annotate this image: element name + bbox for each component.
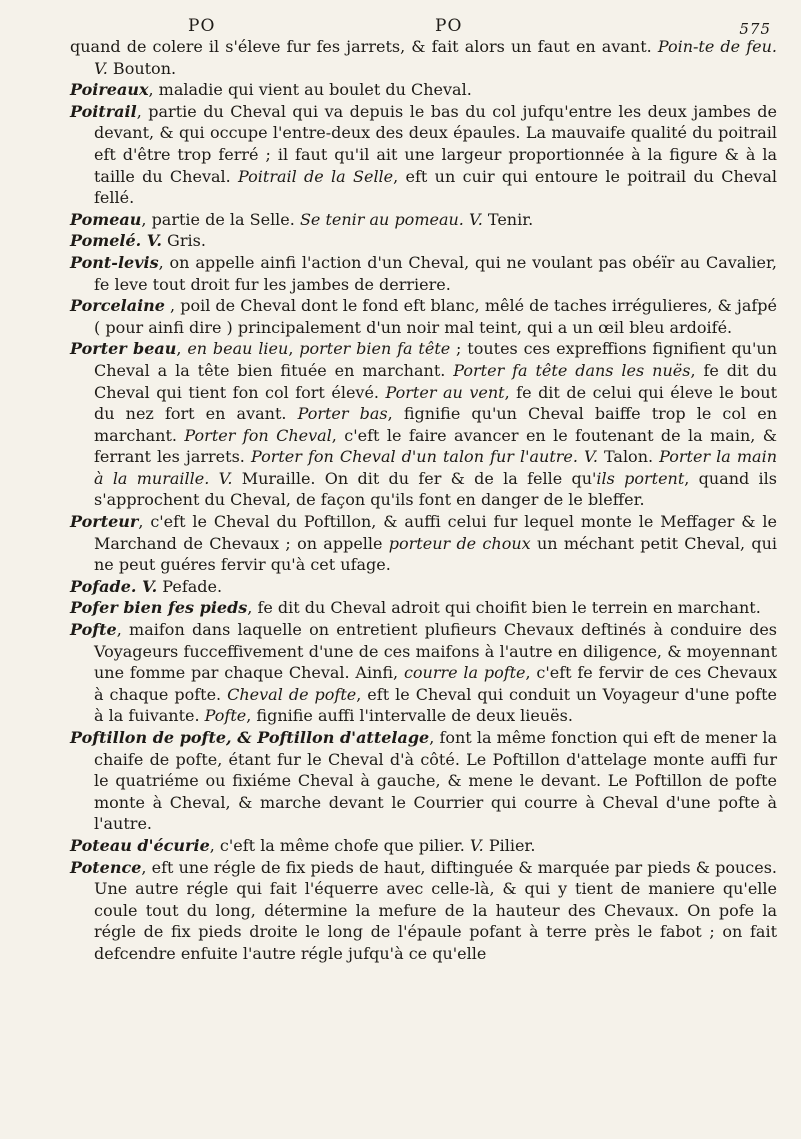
entry-text: , fe dit du Cheval adroit qui choifit bien le terrein en marchant.	[247, 598, 761, 618]
dictionary-entry	[70, 597, 777, 619]
entry-text: Muraille. On dit du fer & de la felle qu'	[232, 468, 597, 488]
entry-text: Pilier.	[483, 835, 536, 855]
entry-text: ,	[176, 339, 188, 359]
entry-text: , on appelle ainfi l'action d'un Cheval, qui ne voulant pas obéïr au Cavalier, fe leve tout droit fur les jambes de derriere.	[94, 252, 777, 294]
entry-headword: Porteur	[70, 512, 139, 532]
entry-headword: Potence	[70, 857, 142, 877]
dictionary-entry	[70, 36, 777, 79]
italic-reference: Porter au vent	[385, 382, 505, 402]
entry-text: Talon.	[597, 447, 660, 467]
italic-reference: Porter fa tête dans les nuës	[453, 360, 691, 380]
header-mid-abbrev: PO	[435, 16, 463, 36]
italic-reference: Pofte	[204, 706, 247, 726]
entry-text: , c'eft le Cheval du Poftillon, & auffi celui fur lequel monte le Meffager & le Marchand de Chevaux ; on appelle	[94, 512, 777, 553]
italic-reference: ils portent	[596, 468, 685, 488]
dictionary-entry	[70, 101, 777, 209]
italic-reference: Porter la main à la muraille. V.	[94, 447, 778, 488]
entry-headword: Pomeau	[70, 209, 142, 229]
entry-headword: Pomelé. V.	[70, 231, 162, 251]
entry-text: , fignifie qu'un Cheval baiffe trop le col en marchant.	[94, 404, 778, 445]
italic-reference: Porter fon Cheval	[184, 425, 332, 445]
dictionary-entry	[70, 727, 777, 835]
entry-text: , font la même fonction qui eft de mener la chaife de pofte, étant fur le Cheval d'à côté. Le Poftillon d'attelage monte auffi fur le quatriéme ou fixiéme Cheval à gauche, & mene le devant. Le Poftillon de pofte monte à Cheval, & marche devant le Courrier qui courre à Cheval d'une pofte à l'autre.	[94, 728, 777, 834]
dictionary-entry	[70, 835, 777, 857]
entry-text: Tenir.	[482, 209, 534, 229]
entry-headword: Poitrail	[70, 101, 137, 121]
entry-headword: Porcelaine	[70, 296, 165, 316]
italic-reference: porteur de choux	[388, 533, 531, 553]
entry-text: un méchant petit Cheval, qui ne peut guéres fervir qu'à cet ufage.	[94, 533, 778, 575]
entry-text: , poil de Cheval dont le fond eft blanc, mêlé de taches irrégulieres, & jafpé ( pour ainfi dire ) principalement d'un noir mal teint, qui a un œil bleu ardoifé.	[94, 296, 778, 337]
entry-text: , c'eft le faire avancer en le foutenant de la main, & ferrant les jarrets.	[94, 425, 778, 467]
dictionary-entry	[70, 857, 777, 965]
entry-headword: Poireaux	[70, 80, 149, 100]
entry-text: , eft une régle de fix pieds de haut, diftinguée & marquée par pieds & pouces. Une autre régle qui fait l'équerre avec celle-là, & qui y tient de maniere qu'elle coule tout du long, détermine la mefure de la hauteur des Chevaux. On pofe la régle de fix pieds droite le long de l'épaule pofant à terre près le fabot ; on fait defcendre enfuite l'autre régle jufqu'à ce qu'elle	[94, 857, 777, 963]
dictionary-entry	[70, 252, 777, 295]
dictionary-entry	[70, 230, 777, 252]
page-number: 575	[739, 20, 771, 38]
entry-text: quand de colere il s'éleve fur fes jarrets, & fait alors un faut en avant.	[70, 37, 658, 56]
entry-text: , eft le Cheval qui conduit un Voyageur d'une pofte à la fuivante.	[94, 684, 777, 726]
entry-headword: Pofer bien fes pieds	[70, 598, 248, 618]
dictionary-entry	[70, 619, 777, 727]
entry-headword: Pont-levis	[70, 252, 159, 272]
dictionary-entry	[70, 209, 777, 231]
entry-text: , eft un cuir qui entoure le poitrail du Cheval fellé.	[94, 166, 777, 208]
italic-reference: en beau lieu	[187, 339, 289, 359]
header-left-abbrev: PO	[188, 16, 216, 36]
entry-text: , partie du Cheval qui va depuis le bas du col jufqu'entre les deux jambes de devant, & qui occupe l'entre-deux des deux épaules. La mauvaife qualité du poitrail eft d'être trop ferré ; il faut qu'il ait une largeur proportionnée à la figure & à la taille du Cheval.	[94, 101, 777, 186]
entry-text: , fe dit de celui qui éleve le bout du nez fort en avant.	[94, 382, 778, 424]
italic-reference: porter bien fa tête	[299, 339, 451, 359]
italic-reference: Porter bas	[297, 404, 388, 424]
entry-headword: Pofte	[70, 620, 117, 640]
entry-headword: Poteau d'écurie	[70, 835, 210, 855]
dictionary-entry	[70, 338, 777, 511]
entry-text: , maifon dans laquelle on entretient plufieurs Chevaux deftinés à conduire des Voyageurs fucceffivement d'une de ces maifons à l'autre en diligence, & moyennant une fomme par chaque Cheval. Ainfi,	[94, 620, 777, 683]
italic-reference: courre la pofte	[403, 663, 526, 683]
italic-reference: Poitrail de la Selle	[238, 166, 394, 186]
dictionary-entry	[70, 511, 777, 576]
entry-text: Pefade.	[157, 576, 223, 596]
entry-text: , quand ils s'approchent du Cheval, de façon qu'ils font en danger de le bleffer.	[94, 468, 777, 510]
italic-reference: Cheval de pofte	[227, 684, 357, 704]
entry-text: , maladie qui vient au boulet du Cheval.	[148, 80, 472, 100]
italic-reference: Se tenir au pomeau. V.	[299, 209, 483, 229]
entry-headword: Poftillon de pofte, & Poftillon d'attelage	[70, 728, 430, 747]
entry-text: , partie de la Selle.	[141, 209, 300, 229]
entry-text: , fe dit du Cheval qui tient fon col fort élevé.	[94, 360, 777, 402]
entry-text: , fignifie auffi l'intervalle de deux lieuës.	[246, 706, 573, 726]
running-header	[70, 14, 777, 36]
entry-text: Gris.	[161, 231, 206, 251]
dictionary-entry	[70, 576, 777, 598]
entry-headword: Pofade. V.	[70, 576, 158, 596]
entry-text: ; toutes ces expreffions fignifient qu'un Cheval a la tête bien fituée en marchant.	[94, 339, 777, 380]
entry-headword: Porter beau	[70, 339, 177, 359]
italic-reference: Porter fon Cheval d'un talon fur l'autre. V.	[250, 447, 598, 467]
dictionary-entry	[70, 295, 777, 338]
entry-text: Bouton.	[107, 58, 177, 78]
entry-text: , c'eft fe fervir de ces Chevaux à chaque pofte.	[94, 663, 778, 704]
dictionary-entry	[70, 79, 777, 101]
italic-reference: Poin-te de feu. V.	[94, 37, 778, 78]
italic-reference: V.	[469, 835, 484, 855]
entry-text: , c'eft la même chofe que pilier.	[209, 835, 470, 855]
entry-text: ,	[288, 339, 300, 359]
entries-column	[70, 36, 777, 965]
